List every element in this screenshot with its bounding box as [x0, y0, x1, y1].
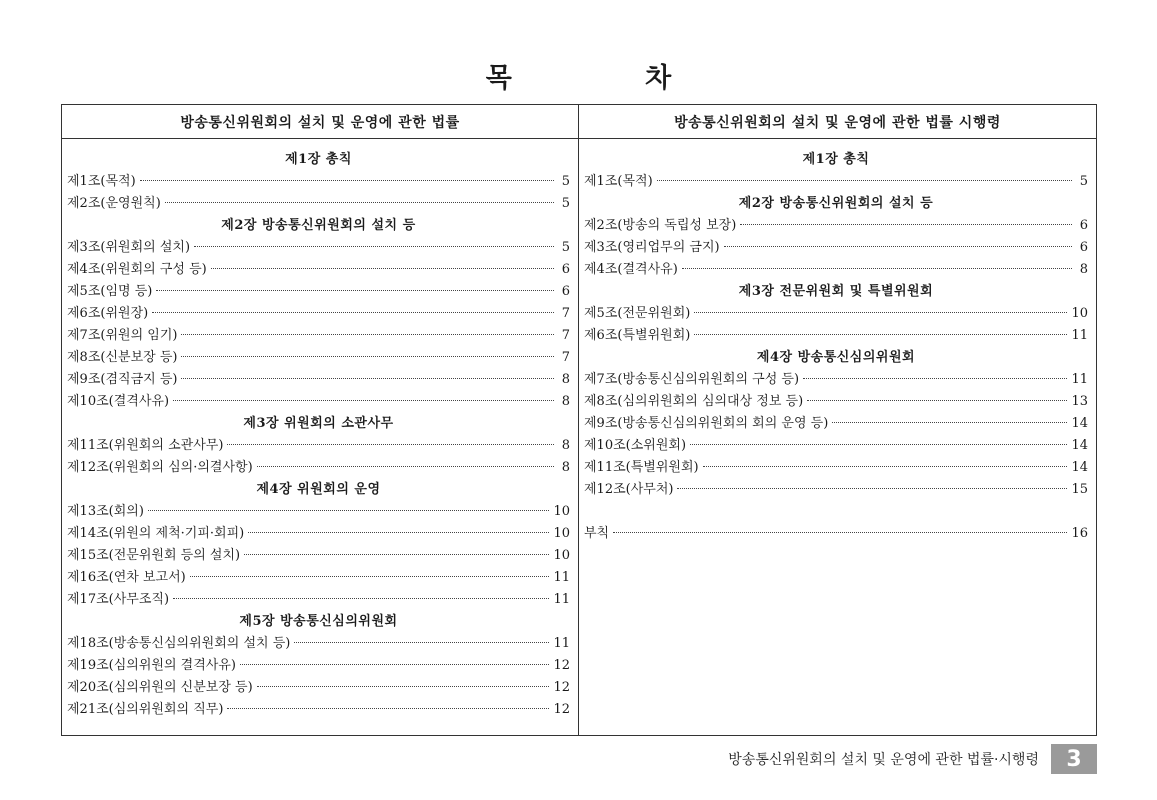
toc-item-label: 제18조(방송통신심의위원회의 설치 등) — [67, 636, 291, 651]
toc-item-page: 10 — [553, 504, 570, 519]
toc-item-label: 제1조(목적) — [584, 174, 653, 189]
dot-leader — [227, 708, 549, 709]
toc-item-page: 5 — [1079, 174, 1088, 189]
footer-title: 방송통신위원회의 설치 및 운영에 관한 법률·시행령 — [728, 752, 1039, 768]
page-number-badge: 3 — [1051, 744, 1097, 774]
column-header-act: 방송통신위원회의 설치 및 운영에 관한 법률 — [62, 105, 578, 139]
toc-item-page: 14 — [1071, 438, 1088, 453]
dot-leader — [248, 532, 549, 533]
column-header-decree: 방송통신위원회의 설치 및 운영에 관한 법률 시행령 — [579, 105, 1096, 139]
toc-row[interactable] — [584, 479, 1088, 501]
toc-item-page: 12 — [553, 658, 570, 673]
dot-leader — [682, 268, 1072, 269]
toc-item-page: 6 — [1079, 218, 1088, 233]
toc-item-label: 제8조(신분보장 등) — [67, 350, 178, 365]
toc-row[interactable] — [584, 215, 1088, 237]
dot-leader — [240, 664, 549, 665]
toc-item-page: 14 — [1071, 416, 1088, 431]
toc-row[interactable] — [67, 699, 570, 721]
dot-leader — [724, 246, 1072, 247]
toc-item-label: 제10조(결격사유) — [67, 394, 170, 409]
toc-row[interactable] — [67, 347, 570, 369]
toc-item-page: 8 — [561, 460, 570, 475]
dot-leader — [148, 510, 550, 511]
toc-item-label: 제7조(방송통신심의위원회의 구성 등) — [584, 372, 800, 387]
dot-leader — [613, 532, 1067, 533]
toc-item-page: 14 — [1071, 460, 1088, 475]
dot-leader — [194, 246, 554, 247]
toc-item-label: 제11조(특별위원회) — [584, 460, 699, 475]
toc-item-page: 6 — [561, 262, 570, 277]
toc-row[interactable] — [584, 325, 1088, 347]
toc-row[interactable] — [584, 303, 1088, 325]
chapter-heading: 제2장 방송통신위원회의 설치 등 — [738, 196, 934, 211]
toc-row[interactable] — [584, 369, 1088, 391]
toc-row[interactable] — [584, 435, 1088, 457]
toc-row[interactable] — [67, 589, 570, 611]
toc-item-label: 제14조(위원의 제척·기피·회피) — [67, 526, 245, 541]
chapter-heading: 제3장 전문위원회 및 특별위원회 — [738, 284, 934, 299]
toc-row[interactable] — [67, 545, 570, 567]
dot-leader — [740, 224, 1072, 225]
dot-leader — [181, 334, 554, 335]
toc-row[interactable] — [67, 391, 570, 413]
toc-item-label: 제3조(영리업무의 금지) — [584, 240, 720, 255]
dot-leader — [677, 488, 1067, 489]
spacer — [584, 501, 1088, 523]
toc-entries-decree — [579, 139, 1096, 545]
toc-item-page: 7 — [561, 350, 570, 365]
toc-row[interactable] — [67, 259, 570, 281]
toc-item-page: 16 — [1071, 526, 1088, 541]
toc-item-page: 12 — [553, 702, 570, 717]
dot-leader — [257, 686, 550, 687]
toc-item-page: 8 — [1079, 262, 1088, 277]
toc-item-page: 8 — [561, 438, 570, 453]
toc-row[interactable] — [584, 259, 1088, 281]
toc-item-label: 제4조(결격사유) — [584, 262, 678, 277]
toc-item-page: 6 — [561, 284, 570, 299]
dot-leader — [244, 554, 549, 555]
toc-item-page: 10 — [1071, 306, 1088, 321]
toc-item-label: 제8조(심의위원회의 심의대상 정보 등) — [584, 394, 804, 409]
toc-row[interactable] — [67, 369, 570, 391]
dot-leader — [152, 312, 554, 313]
chapter-heading: 제2장 방송통신위원회의 설치 등 — [221, 218, 416, 233]
dot-leader — [694, 312, 1067, 313]
toc-item-page: 13 — [1071, 394, 1088, 409]
toc-item-page: 15 — [1071, 482, 1088, 497]
toc-row[interactable] — [67, 171, 570, 193]
toc-item-page: 5 — [561, 196, 570, 211]
dot-leader — [703, 466, 1068, 467]
toc-row[interactable] — [67, 523, 570, 545]
toc-row[interactable] — [67, 281, 570, 303]
toc-row[interactable] — [67, 303, 570, 325]
toc-column-act — [62, 105, 579, 735]
toc-entries-act — [62, 139, 578, 721]
toc-item-page: 5 — [561, 174, 570, 189]
toc-item-page: 7 — [561, 306, 570, 321]
toc-item-page: 11 — [553, 570, 570, 585]
toc-row[interactable] — [584, 413, 1088, 435]
toc-item-label: 제10조(소위원회) — [584, 438, 687, 453]
toc-item-label: 제6조(위원장) — [67, 306, 149, 321]
dot-leader — [227, 444, 554, 445]
dot-leader — [294, 642, 549, 643]
toc-item-label: 제15조(전문위원회 등의 설치) — [67, 548, 241, 563]
toc-item-label: 제19조(심의위원의 결격사유) — [67, 658, 236, 673]
toc-row[interactable] — [67, 633, 570, 655]
dot-leader — [181, 356, 554, 357]
chapter-heading: 제1장 총칙 — [285, 152, 352, 167]
dot-leader — [803, 378, 1067, 379]
dot-leader — [156, 290, 554, 291]
toc-item-label: 제21조(심의위원회의 직무) — [67, 702, 224, 717]
toc-item-label: 제2조(운영원칙) — [67, 196, 161, 211]
dot-leader — [657, 180, 1072, 181]
toc-item-page: 12 — [553, 680, 570, 695]
toc-item-page: 11 — [553, 592, 570, 607]
toc-item-label: 제11조(위원회의 소관사무) — [67, 438, 224, 453]
toc-item-label: 제16조(연차 보고서) — [67, 570, 186, 585]
toc-item-page: 7 — [561, 328, 570, 343]
toc-row[interactable] — [584, 391, 1088, 413]
dot-leader — [140, 180, 554, 181]
toc-row[interactable] — [67, 435, 570, 457]
dot-leader — [807, 400, 1067, 401]
toc-row[interactable] — [67, 655, 570, 677]
toc-row[interactable] — [584, 457, 1088, 479]
chapter-heading: 제1장 총칙 — [802, 152, 870, 167]
toc-item-label: 제7조(위원의 임기) — [67, 328, 178, 343]
toc-item-page: 11 — [553, 636, 570, 651]
dot-leader — [690, 444, 1067, 445]
toc-row[interactable] — [67, 237, 570, 259]
toc-item-label: 제5조(전문위원회) — [584, 306, 691, 321]
toc-item-label: 부칙 — [584, 526, 610, 541]
page-title: 목 차 — [485, 63, 734, 94]
toc-item-label: 제12조(위원회의 심의·의결사항) — [67, 460, 253, 475]
dot-leader — [173, 400, 554, 401]
toc-table — [61, 104, 1097, 736]
toc-item-page: 11 — [1071, 372, 1088, 387]
chapter-heading: 제5장 방송통신심의위원회 — [239, 614, 398, 629]
toc-row[interactable] — [584, 171, 1088, 193]
dot-leader — [832, 422, 1067, 423]
toc-item-label: 제12조(사무처) — [584, 482, 674, 497]
toc-item-page: 10 — [553, 548, 570, 563]
toc-item-page: 5 — [561, 240, 570, 255]
toc-row[interactable] — [67, 193, 570, 215]
toc-column-decree — [579, 105, 1096, 735]
toc-item-label: 제5조(임명 등) — [67, 284, 153, 299]
toc-row[interactable] — [67, 677, 570, 699]
chapter-heading: 제3장 위원회의 소관사무 — [243, 416, 394, 431]
dot-leader — [173, 598, 549, 599]
toc-item-label: 제20조(심의위원의 신분보장 등) — [67, 680, 253, 695]
toc-item-label: 제9조(겸직금지 등) — [67, 372, 178, 387]
dot-leader — [694, 334, 1067, 335]
toc-item-page: 8 — [561, 394, 570, 409]
toc-item-page: 8 — [561, 372, 570, 387]
toc-item-page: 6 — [1079, 240, 1088, 255]
dot-leader — [190, 576, 550, 577]
toc-row[interactable] — [584, 523, 1088, 545]
dot-leader — [181, 378, 554, 379]
toc-row[interactable] — [67, 567, 570, 589]
toc-item-label: 제3조(위원회의 설치) — [67, 240, 191, 255]
toc-item-label: 제2조(방송의 독립성 보장) — [584, 218, 737, 233]
toc-row[interactable] — [67, 501, 570, 523]
toc-item-page: 11 — [1071, 328, 1088, 343]
dot-leader — [165, 202, 554, 203]
dot-leader — [257, 466, 554, 467]
toc-item-label: 제1조(목적) — [67, 174, 136, 189]
toc-row[interactable] — [67, 457, 570, 479]
toc-item-label: 제13조(회의) — [67, 504, 144, 519]
toc-item-label: 제9조(방송통신심의위원회의 회의 운영 등) — [584, 416, 829, 431]
chapter-heading: 제4장 위원회의 운영 — [256, 482, 381, 497]
toc-item-page: 10 — [553, 526, 570, 541]
toc-item-label: 제6조(특별위원회) — [584, 328, 691, 343]
dot-leader — [211, 268, 554, 269]
toc-row[interactable] — [67, 325, 570, 347]
page-footer — [728, 744, 1097, 774]
toc-row[interactable] — [584, 237, 1088, 259]
chapter-heading: 제4장 방송통신심의위원회 — [756, 350, 916, 365]
toc-item-label: 제17조(사무조직) — [67, 592, 170, 607]
toc-item-label: 제4조(위원회의 구성 등) — [67, 262, 207, 277]
